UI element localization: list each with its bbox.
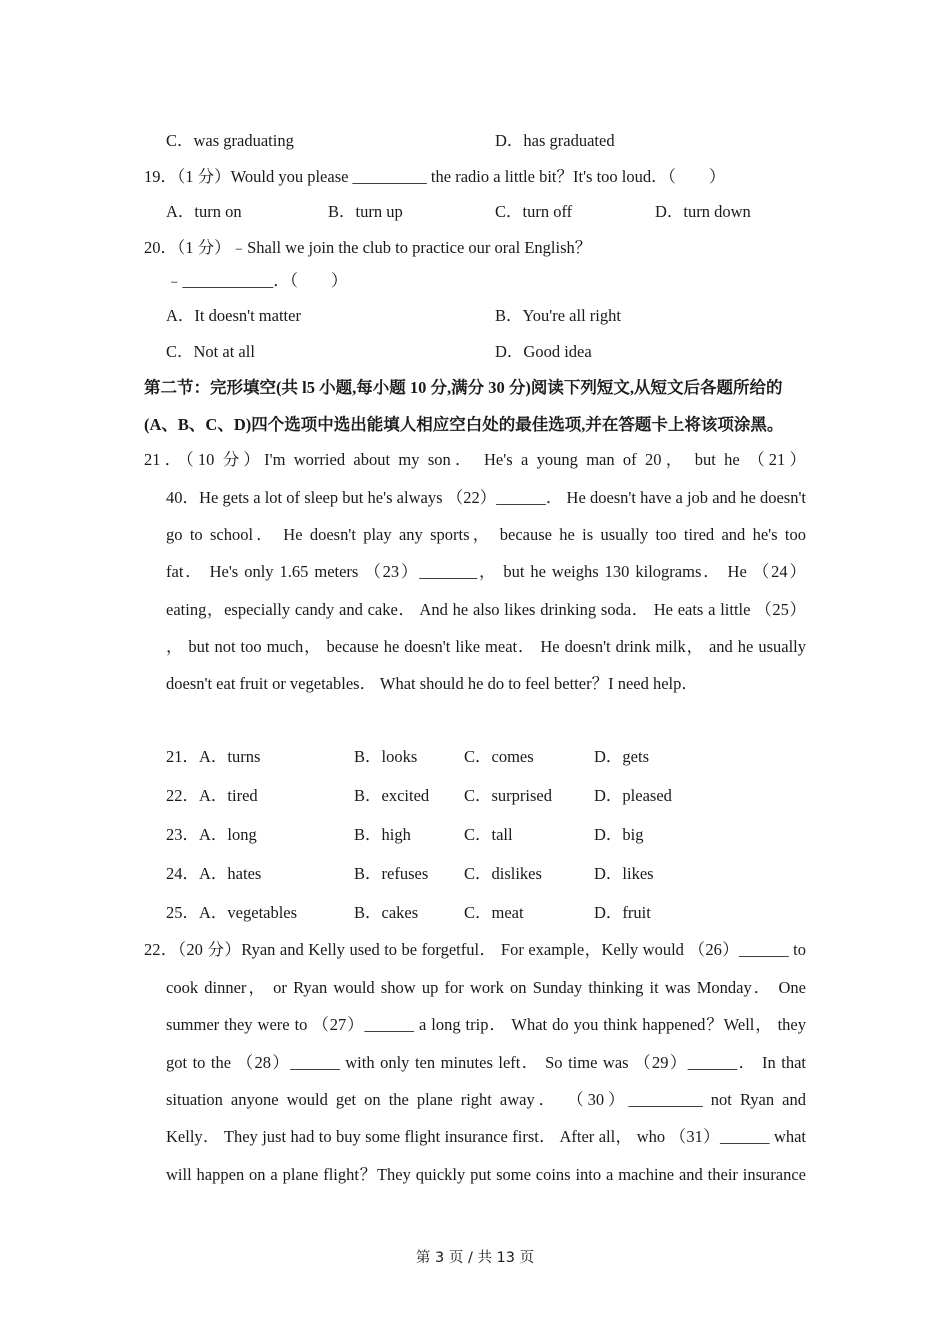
option-25-a: 25．A．vegetables (166, 903, 298, 922)
q22-passage-line-3: summer they were to （27）______ a long trip． What do you think happened？Well， they (166, 1015, 806, 1034)
option-21-c: C．comes (464, 747, 534, 766)
option-22-d: D．pleased (594, 786, 672, 805)
q18-option-c: C．was graduating (166, 131, 294, 150)
page-number-footer: 第 3 页 / 共 13 页 (415, 1250, 535, 1266)
option-23-c: C．tall (464, 825, 513, 844)
q20-stem: 20．（1 分）﹣Shall we join the club to practice our oral English？ (144, 238, 592, 257)
q22-passage-line-4: got to the （28）______ with only ten minutes left． So time was （29）______． In that (166, 1053, 806, 1072)
option-21-d: D．gets (594, 747, 649, 766)
q19-option-d: D．turn down (655, 202, 751, 221)
q22-passage-line-2: cook dinner， or Ryan would show up for work on Sunday thinking it was Monday． One (166, 978, 806, 997)
q21-passage-line-1: 21．（10 分）I'm worried about my son． He's a young man of 20， but he （21） (144, 450, 806, 469)
q19-stem: 19．（1 分）Would you please _________ the radio a little bit？It's too loud．（ ） (144, 167, 726, 186)
q19-option-c: C．turn off (495, 202, 573, 221)
q21-passage-line-5: eating，especially candy and cake． And he also likes drinking soda． He eats a little （25） (166, 600, 806, 619)
option-25-c: C．meat (464, 903, 524, 922)
q22-passage-line-7: will happen on a plane flight？They quickly put some coins into a machine and their insurance (166, 1165, 806, 1184)
option-21-a: 21．A．turns (166, 747, 261, 766)
option-22-c: C．surprised (464, 786, 552, 805)
q20-option-d: D．Good idea (495, 342, 592, 361)
option-22-a: 22．A．tired (166, 786, 258, 805)
q20-option-c: C．Not at all (166, 342, 255, 361)
q21-passage-line-7: doesn't eat fruit or vegetables． What should he do to feel better？I need help． (166, 674, 698, 693)
q20-reply: ﹣___________．（ ） (166, 271, 348, 290)
q20-option-a: A．It doesn't matter (166, 306, 301, 325)
q19-option-b: B．turn up (328, 202, 403, 221)
option-24-a: 24．A．hates (166, 864, 262, 883)
section2-heading-line1: 第二节：完形填空(共 l5 小题,每小题 10 分,满分 30 分)阅读下列短文,从短文后各题所给的 (144, 378, 783, 397)
option-24-b: B．refuses (354, 864, 429, 883)
q22-passage-line-6: Kelly． They just had to buy some flight insurance first． After all， who （31）______ what (166, 1127, 806, 1146)
option-24-d: D．likes (594, 864, 654, 883)
q18-option-d: D．has graduated (495, 131, 615, 150)
q21-passage-line-2: 40．He gets a lot of sleep but he's always （22）______． He doesn't have a job and he doesn't (166, 488, 806, 507)
option-25-d: D．fruit (594, 903, 651, 922)
section2-heading-line2: (A、B、C、D)四个选项中选出能填人相应空白处的最佳选项,并在答题卡上将该项涂黑。 (144, 415, 784, 434)
q21-passage-line-3: go to school． He doesn't play any sports， because he is usually too tired and he's too (166, 525, 806, 544)
option-21-b: B．looks (354, 747, 418, 766)
q22-passage-line-5: situation anyone would get on the plane right away． （30）_________ not Ryan and (166, 1090, 806, 1109)
q21-passage-line-6: ， but not too much， because he doesn't like meat． He doesn't drink milk， and he usually (166, 637, 806, 656)
option-23-a: 23．A．long (166, 825, 257, 844)
option-24-c: C．dislikes (464, 864, 542, 883)
q22-passage-line-1: 22．（20 分）Ryan and Kelly used to be forgetful． For example，Kelly would （26）______ to (144, 940, 806, 959)
q19-option-a: A．turn on (166, 202, 242, 221)
option-22-b: B．excited (354, 786, 430, 805)
q20-option-b: B．You're all right (495, 306, 621, 325)
q21-passage-line-4: fat． He's only 1.65 meters （23）_______， but he weighs 130 kilograms． He （24） (166, 562, 806, 581)
option-23-b: B．high (354, 825, 411, 844)
option-25-b: B．cakes (354, 903, 419, 922)
option-23-d: D．big (594, 825, 644, 844)
